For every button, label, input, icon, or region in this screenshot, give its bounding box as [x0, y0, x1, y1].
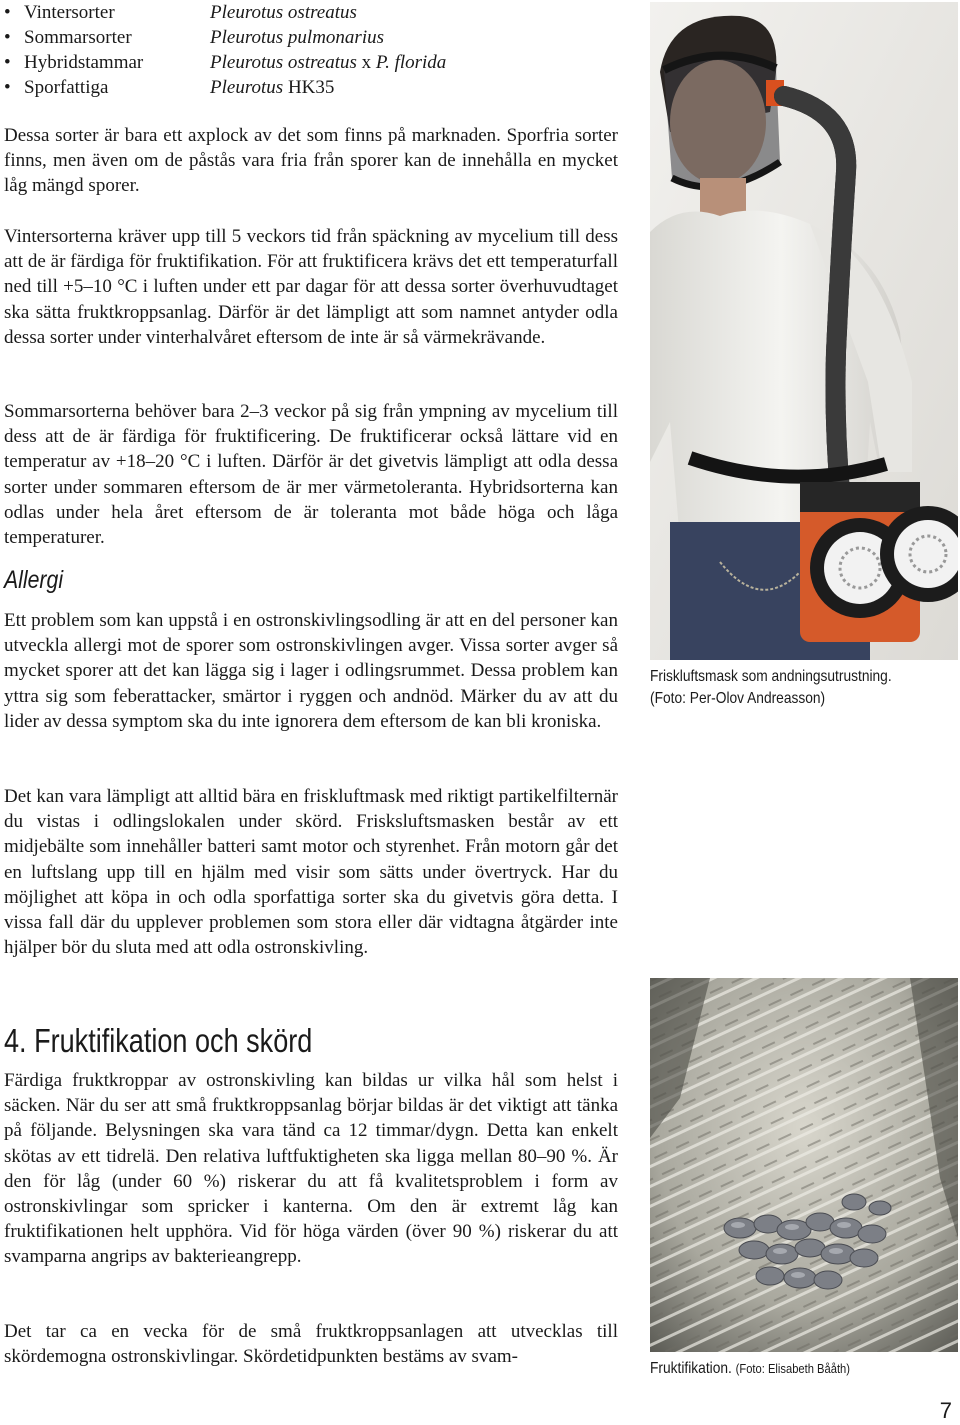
- mask-photo: [650, 2, 958, 660]
- paragraph-intro: Dessa sorter är bara ett axplock av det som finns på marknaden. Sporfria sorter finns, men även om de påstås vara fria från sporer kan de innehålla en mycket låg mängd sporer.: [4, 125, 618, 197]
- paragraph-winter-varieties: Vintersorterna kräver upp till 5 veckors tid från späckning av mycelium till dess att de är färdiga för fruktifikation. För att fruktificera krävs det ett temperaturfall ned till +5–10 °C i luften under ett par dagar för att dessa sorter överhuvudtaget ska sätta fruktkroppsanlag. Därför är det lämpligt att som namnet antyder odla dessa sorter under vinterhalvåret eftersom de inte är så värmekrävande.: [4, 226, 618, 348]
- variety-list: [4, 0, 564, 100]
- mushroom-photo: [650, 978, 958, 1352]
- mask-credit: (Foto: Per-Olov Andreasson): [650, 690, 826, 707]
- list-item: • Sporfattiga Pleurotus HK35: [4, 77, 335, 98]
- mushroom-caption: Fruktifikation. (Foto: Elisabeth Bååth): [650, 1360, 851, 1377]
- list-item: • Hybridstammar Pleurotus ostreatus x P. florida: [4, 52, 447, 73]
- paragraph-fruiting: Färdiga fruktkroppar av ostronskivling kan bildas ur vilka hål som helst i säcken. När du ser att små fruktkroppsanlag börjar bildas är det viktigt att tänka på följande. Belysningen ska vara tänd ca 12 timmar/dygn. Detta kan enkelt skötas av ett tidrelä. Den relativa luftfuktigheten ska ligga mellan 80–90 %. Är den för låg (under 60 %) riskerar du att få kvalitetsproblem i form av ostronskivlingar som spricker i kanterna. Om den är extremt låg kan fruktifikationen helt upphöra. Vid för höga värden (över 90 %) riskerar du att svamparna angrips av bakterieangrepp.: [4, 1070, 618, 1268]
- list-item: • Sommarsorter Pleurotus pulmonarius: [4, 27, 384, 48]
- mask-caption: Friskluftsmask som andningsutrustning.: [650, 668, 892, 685]
- paragraph-harvest: Det tar ca en vecka för de små fruktkroppsanlagen att utvecklas till skördemogna ostronskivlingar. Skördetidpunkten bestäms av svam-: [4, 1321, 618, 1368]
- paragraph-mask: Det kan vara lämpligt att alltid bära en friskluftmask med riktigt partikelfilternär du vistas i odlingslokalen under skörd. Frisksluftsmasken består av ett midjebälte som innehåller batteri samt motor och styrenhet. Från motorn går det en luftslang upp till en hjälm med visir som sätts under övertryck. Har du möjlighet att köpa in och odla sporfattiga sorter ska du givetvis göra detta. I vissa fall där du upplever problemen som stora eller där vidtagna åtgärder inte hjälper bör du sluta med att odla ostronskivling.: [4, 786, 618, 959]
- page-number: 7: [939, 1398, 952, 1423]
- section-heading: 4. Fruktifikation och skörd: [4, 1022, 313, 1059]
- mushroom-credit: (Foto: Elisabeth Bååth): [735, 1361, 851, 1376]
- paragraph-allergy: Ett problem som kan uppstå i en ostronskivlingsodling är att en del personer kan utveckla allergi mot de sporer som ostronskivlingen avger. Vissa sorter avger så mycket sporer att det kan lägga sig i lager i odlingsrummet. Dessa problem kan yttra sig som feberattacker, smärtor i ryggen och andnöd. Märker du av att du lider av dessa symptom ska du inte ignorera dem eftersom de kan bli kroniska.: [4, 610, 618, 732]
- heading-allergi: Allergi: [4, 566, 64, 594]
- list-item: • Vintersorter Pleurotus ostreatus: [4, 2, 357, 23]
- mask-photo-illustration: [650, 2, 958, 660]
- mushroom-photo-illustration: [650, 978, 958, 1352]
- paragraph-summer-varieties: Sommarsorterna behöver bara 2–3 veckor på sig från ympning av mycelium till dess att de är färdiga för fruktificering. De fruktificerar också lättare vid en temperatur av +18–20 °C i luften. Därför är det givetvis lämpligt att odla dessa sorter under sommaren eftersom de är mer värmetoleranta. Hybridsorterna kan odlas under hela året eftersom de är toleranta mot både höga och låga temperaturer.: [4, 401, 618, 549]
